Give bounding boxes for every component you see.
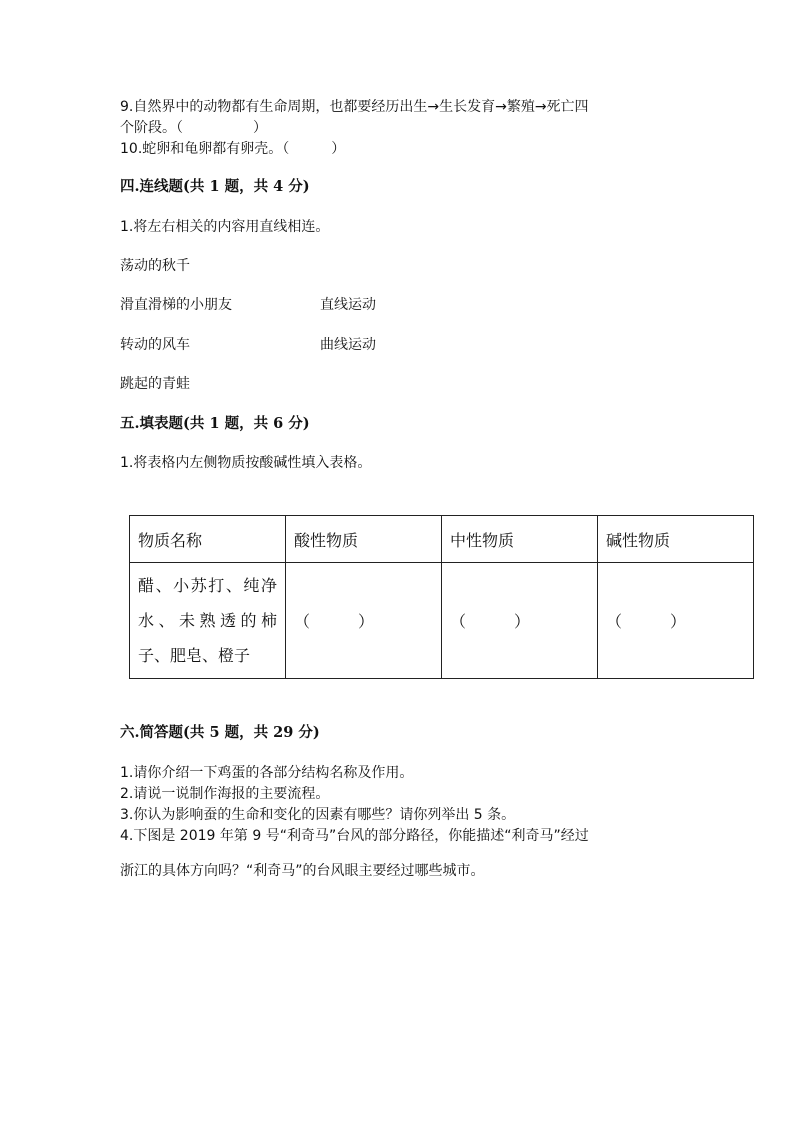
left-item-swing: 荡动的秋千 — [120, 258, 190, 274]
section-5-heading: 五.填表题(共 1 题，共 6 分) — [120, 415, 310, 432]
header-acidic: 酸性物质 — [286, 516, 442, 563]
short-answer-4-line-2: 浙江的具体方向吗？“利奇马”的台风眼主要经过哪些城市。 — [120, 863, 485, 879]
header-alkaline: 碱性物质 — [598, 516, 754, 563]
left-item-frog: 跳起的青蛙 — [120, 376, 190, 392]
right-item-straight-motion: 直线运动 — [320, 297, 376, 313]
question-9-line-1: 9.自然界中的动物都有生命周期，也都要经历出生→生长发育→繁殖→死亡四 — [120, 99, 589, 115]
substance-list: 醋、小苏打、纯净水、未熟透的柿子、肥皂、橙子 — [130, 563, 286, 679]
left-item-windmill: 转动的风车 — [120, 337, 190, 353]
short-answer-3: 3.你认为影响蚕的生命和变化的因素有哪些？请你列举出 5 条。 — [120, 807, 516, 823]
short-answer-4-line-1: 4.下图是 2019 年第 9 号“利奇马”台风的部分路径，你能描述“利奇马”经过 — [120, 828, 589, 844]
alkaline-answer-blank[interactable]: （ ） — [598, 563, 754, 679]
header-substance-name: 物质名称 — [130, 516, 286, 563]
short-answer-1: 1.请你介绍一下鸡蛋的各部分结构名称及作用。 — [120, 765, 414, 781]
acidic-answer-blank[interactable]: （ ） — [286, 563, 442, 679]
section-4-question-1: 1.将左右相关的内容用直线相连。 — [120, 219, 330, 235]
neutral-answer-blank[interactable]: （ ） — [442, 563, 598, 679]
left-item-slide: 滑直滑梯的小朋友 — [120, 297, 232, 313]
question-10: 10.蛇卵和龟卵都有卵壳。（ ） — [120, 141, 346, 157]
section-5-question-1: 1.将表格内左侧物质按酸碱性填入表格。 — [120, 455, 372, 471]
header-neutral: 中性物质 — [442, 516, 598, 563]
acid-base-table — [129, 515, 754, 679]
section-6-heading: 六.简答题(共 5 题，共 29 分) — [120, 724, 320, 741]
question-9-line-2: 个阶段。（ ） — [120, 120, 267, 136]
section-4-heading: 四.连线题(共 1 题，共 4 分) — [120, 178, 310, 195]
table-row — [130, 563, 754, 679]
short-answer-2: 2.请说一说制作海报的主要流程。 — [120, 786, 330, 802]
right-item-curved-motion: 曲线运动 — [320, 337, 376, 353]
table-header-row — [130, 516, 754, 563]
